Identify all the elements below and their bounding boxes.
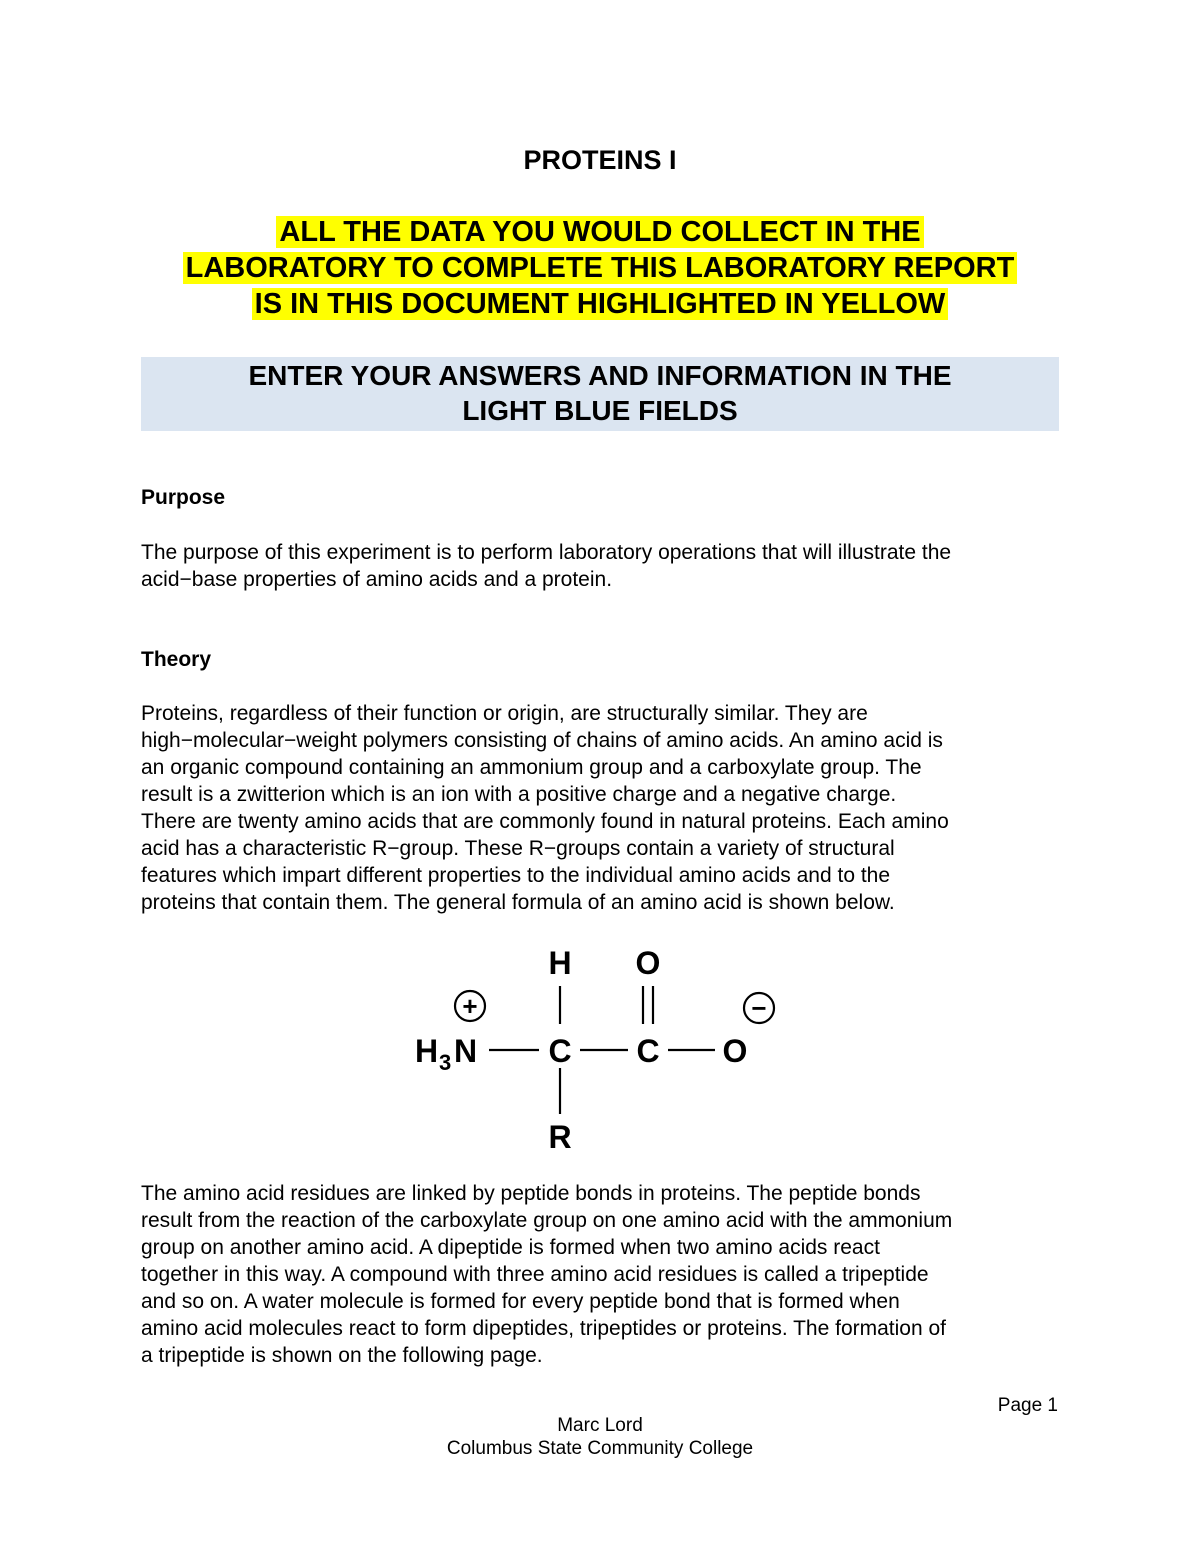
blue-box-line-1: ENTER YOUR ANSWERS AND INFORMATION IN THE [248,360,952,391]
purpose-heading: Purpose [141,486,226,509]
theory-line: an organic compound containing an ammonium group and a carboxylate group. The [141,756,922,779]
theory-heading: Theory [141,648,212,671]
footer [0,1414,1200,1460]
theory-line: features which impart different properties to the individual amino acids and to the [141,864,891,887]
notice-line-2: LABORATORY TO COMPLETE THIS LABORATORY REPORT [183,252,1018,284]
peptide-paragraph [141,1180,1066,1369]
purpose-line: The purpose of this experiment is to perform laboratory operations that will illustrate the [141,541,952,564]
carboxylate-oxygen: O [722,1033,748,1069]
yellow-highlight-notice [0,214,1200,322]
minus-sign: − [751,993,767,1023]
carbonyl-carbon: C [636,1033,660,1069]
peptide-line: The amino acid residues are linked by peptide bonds in proteins. The peptide bonds [141,1182,921,1205]
theory-paragraph [141,700,1066,916]
theory-line: high−molecular−weight polymers consisting of chains of amino acids. An amino acid is [141,729,943,752]
light-blue-instruction-field [141,357,1059,431]
plus-sign: + [462,991,478,1021]
r-group: R [548,1119,572,1155]
peptide-line: amino acid molecules react to form dipeptides, tripeptides or proteins. The formation of [141,1317,947,1340]
footer-institution: Columbus State Community College [446,1438,754,1459]
top-hydrogen: H [548,945,572,981]
theory-line: Proteins, regardless of their function or origin, are structurally similar. They are [141,702,868,725]
blue-box-line-2: LIGHT BLUE FIELDS [462,395,738,426]
purpose-line: acid−base properties of amino acids and a protein. [141,568,613,591]
theory-line: There are twenty amino acids that are commonly found in natural proteins. Each amino [141,810,949,833]
peptide-line: result from the reaction of the carboxylate group on one amino acid with the ammonium [141,1209,953,1232]
ammonium-h: H [415,1033,439,1069]
amino-acid-general-formula [415,940,795,1160]
theory-line: acid has a characteristic R−group. These R−groups contain a variety of structural [141,837,895,860]
theory-line: result is a zwitterion which is an ion with a positive charge and a negative charge. [141,783,897,806]
ammonium-n: N [454,1033,478,1069]
peptide-line: and so on. A water molecule is formed for every peptide bond that is formed when [141,1290,900,1313]
peptide-line: group on another amino acid. A dipeptide is formed when two amino acids react [141,1236,880,1259]
alpha-carbon: C [548,1033,572,1069]
peptide-line: a tripeptide is shown on the following page. [141,1344,543,1367]
notice-line-3: IS IN THIS DOCUMENT HIGHLIGHTED IN YELLOW [252,288,949,320]
footer-author: Marc Lord [557,1415,643,1436]
peptide-line: together in this way. A compound with three amino acid residues is called a tripeptide [141,1263,929,1286]
theory-line: proteins that contain them. The general formula of an amino acid is shown below. [141,891,895,914]
carbonyl-oxygen: O [635,945,661,981]
notice-line-1: ALL THE DATA YOU WOULD COLLECT IN THE [276,216,923,248]
ammonium-subscript: 3 [439,1050,452,1075]
page-number: Page 1 [997,1395,1058,1416]
purpose-paragraph [141,539,1066,593]
document-title: PROTEINS I [523,145,677,175]
